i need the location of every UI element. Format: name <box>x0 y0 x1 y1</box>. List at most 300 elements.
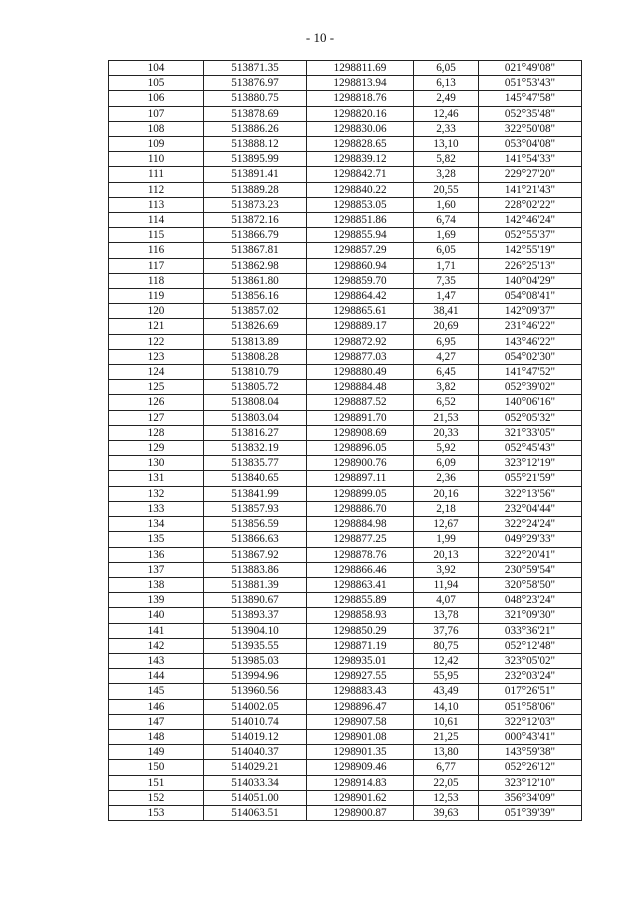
table-row <box>109 228 582 243</box>
x-coordinate-cell: 514010.74 <box>204 714 307 729</box>
y-coordinate-cell: 1298850.29 <box>307 623 414 638</box>
y-coordinate-cell: 1298901.62 <box>307 790 414 805</box>
point-number-cell: 132 <box>109 486 204 501</box>
y-coordinate-cell: 1298878.76 <box>307 547 414 562</box>
point-number-cell: 144 <box>109 669 204 684</box>
distance-cell: 1,99 <box>414 532 479 547</box>
point-number-cell: 109 <box>109 137 204 152</box>
y-coordinate-cell: 1298900.87 <box>307 805 414 820</box>
point-number-cell: 131 <box>109 471 204 486</box>
bearing-cell: 320°58'50" <box>479 577 582 592</box>
point-number-cell: 114 <box>109 213 204 228</box>
point-number-cell: 129 <box>109 441 204 456</box>
y-coordinate-cell: 1298828.65 <box>307 137 414 152</box>
y-coordinate-cell: 1298886.70 <box>307 501 414 516</box>
bearing-cell: 356°34'09" <box>479 790 582 805</box>
distance-cell: 3,92 <box>414 562 479 577</box>
table-row <box>109 501 582 516</box>
distance-cell: 6,45 <box>414 365 479 380</box>
y-coordinate-cell: 1298887.52 <box>307 395 414 410</box>
x-coordinate-cell: 513816.27 <box>204 425 307 440</box>
x-coordinate-cell: 513857.93 <box>204 501 307 516</box>
bearing-cell: 051°39'39" <box>479 805 582 820</box>
distance-cell: 20,55 <box>414 182 479 197</box>
x-coordinate-cell: 513805.72 <box>204 380 307 395</box>
distance-cell: 13,78 <box>414 608 479 623</box>
table-row <box>109 623 582 638</box>
bearing-cell: 323°12'19" <box>479 456 582 471</box>
x-coordinate-cell: 513835.77 <box>204 456 307 471</box>
x-coordinate-cell: 513960.56 <box>204 684 307 699</box>
table-row <box>109 775 582 790</box>
y-coordinate-cell: 1298859.70 <box>307 273 414 288</box>
point-number-cell: 130 <box>109 456 204 471</box>
table-row <box>109 137 582 152</box>
point-number-cell: 149 <box>109 745 204 760</box>
distance-cell: 10,61 <box>414 714 479 729</box>
distance-cell: 6,52 <box>414 395 479 410</box>
bearing-cell: 052°35'48" <box>479 106 582 121</box>
y-coordinate-cell: 1298880.49 <box>307 365 414 380</box>
y-coordinate-cell: 1298883.43 <box>307 684 414 699</box>
bearing-cell: 226°25'13" <box>479 258 582 273</box>
table-row <box>109 365 582 380</box>
x-coordinate-cell: 514029.21 <box>204 760 307 775</box>
x-coordinate-cell: 513803.04 <box>204 410 307 425</box>
table-row <box>109 684 582 699</box>
distance-cell: 21,25 <box>414 729 479 744</box>
point-number-cell: 122 <box>109 334 204 349</box>
y-coordinate-cell: 1298840.22 <box>307 182 414 197</box>
y-coordinate-cell: 1298909.46 <box>307 760 414 775</box>
table-row <box>109 425 582 440</box>
y-coordinate-cell: 1298914.83 <box>307 775 414 790</box>
distance-cell: 6,13 <box>414 76 479 91</box>
bearing-cell: 228°02'22" <box>479 197 582 212</box>
y-coordinate-cell: 1298820.16 <box>307 106 414 121</box>
y-coordinate-cell: 1298857.29 <box>307 243 414 258</box>
x-coordinate-cell: 514019.12 <box>204 729 307 744</box>
x-coordinate-cell: 513881.39 <box>204 577 307 592</box>
y-coordinate-cell: 1298901.35 <box>307 745 414 760</box>
distance-cell: 6,95 <box>414 334 479 349</box>
x-coordinate-cell: 513904.10 <box>204 623 307 638</box>
x-coordinate-cell: 513810.79 <box>204 365 307 380</box>
distance-cell: 22,05 <box>414 775 479 790</box>
y-coordinate-cell: 1298818.76 <box>307 91 414 106</box>
distance-cell: 20,69 <box>414 319 479 334</box>
table-row <box>109 593 582 608</box>
bearing-cell: 322°24'24" <box>479 517 582 532</box>
y-coordinate-cell: 1298896.05 <box>307 441 414 456</box>
bearing-cell: 323°12'10" <box>479 775 582 790</box>
coordinates-table <box>108 60 582 821</box>
distance-cell: 3,82 <box>414 380 479 395</box>
distance-cell: 4,27 <box>414 349 479 364</box>
distance-cell: 1,71 <box>414 258 479 273</box>
x-coordinate-cell: 513883.86 <box>204 562 307 577</box>
distance-cell: 7,35 <box>414 273 479 288</box>
bearing-cell: 017°26'51" <box>479 684 582 699</box>
table-row <box>109 714 582 729</box>
point-number-cell: 150 <box>109 760 204 775</box>
point-number-cell: 133 <box>109 501 204 516</box>
point-number-cell: 136 <box>109 547 204 562</box>
point-number-cell: 135 <box>109 532 204 547</box>
y-coordinate-cell: 1298907.58 <box>307 714 414 729</box>
point-number-cell: 124 <box>109 365 204 380</box>
bearing-cell: 051°53'43" <box>479 76 582 91</box>
table-row <box>109 304 582 319</box>
bearing-cell: 232°03'24" <box>479 669 582 684</box>
table-row <box>109 197 582 212</box>
point-number-cell: 104 <box>109 61 204 76</box>
bearing-cell: 322°12'03" <box>479 714 582 729</box>
point-number-cell: 140 <box>109 608 204 623</box>
table-row <box>109 167 582 182</box>
bearing-cell: 141°54'33" <box>479 152 582 167</box>
table-row <box>109 213 582 228</box>
x-coordinate-cell: 513856.16 <box>204 289 307 304</box>
point-number-cell: 138 <box>109 577 204 592</box>
table-row <box>109 532 582 547</box>
distance-cell: 2,33 <box>414 121 479 136</box>
y-coordinate-cell: 1298884.48 <box>307 380 414 395</box>
x-coordinate-cell: 514051.00 <box>204 790 307 805</box>
distance-cell: 37,76 <box>414 623 479 638</box>
point-number-cell: 116 <box>109 243 204 258</box>
x-coordinate-cell: 513876.97 <box>204 76 307 91</box>
y-coordinate-cell: 1298896.47 <box>307 699 414 714</box>
x-coordinate-cell: 513890.67 <box>204 593 307 608</box>
y-coordinate-cell: 1298830.06 <box>307 121 414 136</box>
distance-cell: 6,77 <box>414 760 479 775</box>
point-number-cell: 148 <box>109 729 204 744</box>
bearing-cell: 000°43'41" <box>479 729 582 744</box>
y-coordinate-cell: 1298842.71 <box>307 167 414 182</box>
point-number-cell: 120 <box>109 304 204 319</box>
table-row <box>109 243 582 258</box>
bearing-cell: 052°12'48" <box>479 638 582 653</box>
x-coordinate-cell: 513856.59 <box>204 517 307 532</box>
distance-cell: 55,95 <box>414 669 479 684</box>
bearing-cell: 052°45'43" <box>479 441 582 456</box>
distance-cell: 6,09 <box>414 456 479 471</box>
x-coordinate-cell: 513935.55 <box>204 638 307 653</box>
distance-cell: 6,05 <box>414 243 479 258</box>
x-coordinate-cell: 513840.65 <box>204 471 307 486</box>
bearing-cell: 048°23'24" <box>479 593 582 608</box>
bearing-cell: 143°46'22" <box>479 334 582 349</box>
point-number-cell: 142 <box>109 638 204 653</box>
point-number-cell: 147 <box>109 714 204 729</box>
y-coordinate-cell: 1298884.98 <box>307 517 414 532</box>
point-number-cell: 134 <box>109 517 204 532</box>
x-coordinate-cell: 513808.28 <box>204 349 307 364</box>
y-coordinate-cell: 1298877.25 <box>307 532 414 547</box>
bearing-cell: 145°47'58" <box>479 91 582 106</box>
bearing-cell: 140°06'16" <box>479 395 582 410</box>
bearing-cell: 142°46'24" <box>479 213 582 228</box>
table-row <box>109 760 582 775</box>
table-row <box>109 517 582 532</box>
bearing-cell: 052°55'37" <box>479 228 582 243</box>
point-number-cell: 145 <box>109 684 204 699</box>
table-row <box>109 395 582 410</box>
distance-cell: 11,94 <box>414 577 479 592</box>
x-coordinate-cell: 513994.96 <box>204 669 307 684</box>
y-coordinate-cell: 1298891.70 <box>307 410 414 425</box>
bearing-cell: 052°05'32" <box>479 410 582 425</box>
table-row <box>109 441 582 456</box>
y-coordinate-cell: 1298897.11 <box>307 471 414 486</box>
x-coordinate-cell: 513867.92 <box>204 547 307 562</box>
table-row <box>109 562 582 577</box>
bearing-cell: 230°59'54" <box>479 562 582 577</box>
y-coordinate-cell: 1298908.69 <box>307 425 414 440</box>
table-row <box>109 577 582 592</box>
bearing-cell: 229°27'20" <box>479 167 582 182</box>
x-coordinate-cell: 513873.23 <box>204 197 307 212</box>
x-coordinate-cell: 513862.98 <box>204 258 307 273</box>
x-coordinate-cell: 513878.69 <box>204 106 307 121</box>
bearing-cell: 322°50'08" <box>479 121 582 136</box>
point-number-cell: 111 <box>109 167 204 182</box>
x-coordinate-cell: 513866.79 <box>204 228 307 243</box>
bearing-cell: 054°08'41" <box>479 289 582 304</box>
bearing-cell: 142°09'37" <box>479 304 582 319</box>
bearing-cell: 052°39'02" <box>479 380 582 395</box>
point-number-cell: 113 <box>109 197 204 212</box>
bearing-cell: 323°05'02" <box>479 653 582 668</box>
x-coordinate-cell: 513826.69 <box>204 319 307 334</box>
table-row <box>109 608 582 623</box>
table-row <box>109 61 582 76</box>
x-coordinate-cell: 513891.41 <box>204 167 307 182</box>
table-row <box>109 273 582 288</box>
y-coordinate-cell: 1298851.86 <box>307 213 414 228</box>
distance-cell: 12,46 <box>414 106 479 121</box>
point-number-cell: 127 <box>109 410 204 425</box>
y-coordinate-cell: 1298900.76 <box>307 456 414 471</box>
distance-cell: 2,49 <box>414 91 479 106</box>
y-coordinate-cell: 1298855.94 <box>307 228 414 243</box>
point-number-cell: 123 <box>109 349 204 364</box>
table-row <box>109 410 582 425</box>
table-row <box>109 319 582 334</box>
x-coordinate-cell: 513841.99 <box>204 486 307 501</box>
table-row <box>109 669 582 684</box>
x-coordinate-cell: 513889.28 <box>204 182 307 197</box>
point-number-cell: 115 <box>109 228 204 243</box>
distance-cell: 2,18 <box>414 501 479 516</box>
x-coordinate-cell: 513880.75 <box>204 91 307 106</box>
bearing-cell: 141°21'43" <box>479 182 582 197</box>
distance-cell: 80,75 <box>414 638 479 653</box>
bearing-cell: 232°04'44" <box>479 501 582 516</box>
point-number-cell: 152 <box>109 790 204 805</box>
y-coordinate-cell: 1298860.94 <box>307 258 414 273</box>
y-coordinate-cell: 1298855.89 <box>307 593 414 608</box>
x-coordinate-cell: 513832.19 <box>204 441 307 456</box>
distance-cell: 20,13 <box>414 547 479 562</box>
y-coordinate-cell: 1298871.19 <box>307 638 414 653</box>
table-row <box>109 638 582 653</box>
x-coordinate-cell: 513886.26 <box>204 121 307 136</box>
x-coordinate-cell: 513893.37 <box>204 608 307 623</box>
y-coordinate-cell: 1298839.12 <box>307 152 414 167</box>
x-coordinate-cell: 514002.05 <box>204 699 307 714</box>
point-number-cell: 151 <box>109 775 204 790</box>
x-coordinate-cell: 513888.12 <box>204 137 307 152</box>
distance-cell: 13,10 <box>414 137 479 152</box>
distance-cell: 1,69 <box>414 228 479 243</box>
bearing-cell: 051°58'06" <box>479 699 582 714</box>
x-coordinate-cell: 514033.34 <box>204 775 307 790</box>
table-row <box>109 699 582 714</box>
x-coordinate-cell: 513857.02 <box>204 304 307 319</box>
point-number-cell: 107 <box>109 106 204 121</box>
y-coordinate-cell: 1298927.55 <box>307 669 414 684</box>
x-coordinate-cell: 513867.81 <box>204 243 307 258</box>
point-number-cell: 106 <box>109 91 204 106</box>
table-row <box>109 258 582 273</box>
distance-cell: 12,67 <box>414 517 479 532</box>
point-number-cell: 126 <box>109 395 204 410</box>
y-coordinate-cell: 1298899.05 <box>307 486 414 501</box>
x-coordinate-cell: 513813.89 <box>204 334 307 349</box>
bearing-cell: 141°47'52" <box>479 365 582 380</box>
point-number-cell: 112 <box>109 182 204 197</box>
y-coordinate-cell: 1298889.17 <box>307 319 414 334</box>
table-row <box>109 106 582 121</box>
y-coordinate-cell: 1298864.42 <box>307 289 414 304</box>
point-number-cell: 141 <box>109 623 204 638</box>
bearing-cell: 054°02'30" <box>479 349 582 364</box>
table-row <box>109 729 582 744</box>
distance-cell: 6,74 <box>414 213 479 228</box>
x-coordinate-cell: 514063.51 <box>204 805 307 820</box>
table-row <box>109 547 582 562</box>
distance-cell: 5,82 <box>414 152 479 167</box>
bearing-cell: 231°46'22" <box>479 319 582 334</box>
bearing-cell: 053°04'08" <box>479 137 582 152</box>
y-coordinate-cell: 1298858.93 <box>307 608 414 623</box>
bearing-cell: 142°55'19" <box>479 243 582 258</box>
table-row <box>109 486 582 501</box>
x-coordinate-cell: 513985.03 <box>204 653 307 668</box>
bearing-cell: 055°21'59" <box>479 471 582 486</box>
distance-cell: 38,41 <box>414 304 479 319</box>
bearing-cell: 143°59'38" <box>479 745 582 760</box>
x-coordinate-cell: 513861.80 <box>204 273 307 288</box>
point-number-cell: 118 <box>109 273 204 288</box>
table-row <box>109 152 582 167</box>
point-number-cell: 110 <box>109 152 204 167</box>
table-row <box>109 91 582 106</box>
table-row <box>109 745 582 760</box>
bearing-cell: 322°20'41" <box>479 547 582 562</box>
point-number-cell: 146 <box>109 699 204 714</box>
y-coordinate-cell: 1298813.94 <box>307 76 414 91</box>
bearing-cell: 321°09'30" <box>479 608 582 623</box>
distance-cell: 20,16 <box>414 486 479 501</box>
table-row <box>109 380 582 395</box>
point-number-cell: 125 <box>109 380 204 395</box>
bearing-cell: 322°13'56" <box>479 486 582 501</box>
distance-cell: 1,60 <box>414 197 479 212</box>
y-coordinate-cell: 1298853.05 <box>307 197 414 212</box>
y-coordinate-cell: 1298901.08 <box>307 729 414 744</box>
y-coordinate-cell: 1298872.92 <box>307 334 414 349</box>
distance-cell: 43,49 <box>414 684 479 699</box>
point-number-cell: 128 <box>109 425 204 440</box>
table-row <box>109 334 582 349</box>
table-row <box>109 653 582 668</box>
x-coordinate-cell: 513895.99 <box>204 152 307 167</box>
table-row <box>109 289 582 304</box>
bearing-cell: 321°33'05" <box>479 425 582 440</box>
point-number-cell: 143 <box>109 653 204 668</box>
distance-cell: 21,53 <box>414 410 479 425</box>
point-number-cell: 139 <box>109 593 204 608</box>
y-coordinate-cell: 1298866.46 <box>307 562 414 577</box>
table-row <box>109 182 582 197</box>
table-row <box>109 471 582 486</box>
distance-cell: 3,28 <box>414 167 479 182</box>
distance-cell: 5,92 <box>414 441 479 456</box>
distance-cell: 4,07 <box>414 593 479 608</box>
y-coordinate-cell: 1298935.01 <box>307 653 414 668</box>
table-row <box>109 349 582 364</box>
distance-cell: 14,10 <box>414 699 479 714</box>
point-number-cell: 153 <box>109 805 204 820</box>
point-number-cell: 105 <box>109 76 204 91</box>
point-number-cell: 108 <box>109 121 204 136</box>
point-number-cell: 137 <box>109 562 204 577</box>
distance-cell: 20,33 <box>414 425 479 440</box>
y-coordinate-cell: 1298863.41 <box>307 577 414 592</box>
distance-cell: 6,05 <box>414 61 479 76</box>
x-coordinate-cell: 513808.04 <box>204 395 307 410</box>
x-coordinate-cell: 513872.16 <box>204 213 307 228</box>
distance-cell: 12,53 <box>414 790 479 805</box>
table-row <box>109 456 582 471</box>
table-row <box>109 805 582 820</box>
distance-cell: 12,42 <box>414 653 479 668</box>
x-coordinate-cell: 513871.35 <box>204 61 307 76</box>
x-coordinate-cell: 513866.63 <box>204 532 307 547</box>
y-coordinate-cell: 1298865.61 <box>307 304 414 319</box>
bearing-cell: 033°36'21" <box>479 623 582 638</box>
point-number-cell: 121 <box>109 319 204 334</box>
distance-cell: 1,47 <box>414 289 479 304</box>
bearing-cell: 052°26'12" <box>479 760 582 775</box>
page-number: - 10 - <box>305 30 335 45</box>
bearing-cell: 049°29'33" <box>479 532 582 547</box>
distance-cell: 2,36 <box>414 471 479 486</box>
bearing-cell: 140°04'29" <box>479 273 582 288</box>
table-body <box>109 61 582 821</box>
table-row <box>109 76 582 91</box>
point-number-cell: 119 <box>109 289 204 304</box>
bearing-cell: 021°49'08" <box>479 61 582 76</box>
distance-cell: 39,63 <box>414 805 479 820</box>
table-row <box>109 121 582 136</box>
point-number-cell: 117 <box>109 258 204 273</box>
x-coordinate-cell: 514040.37 <box>204 745 307 760</box>
y-coordinate-cell: 1298811.69 <box>307 61 414 76</box>
